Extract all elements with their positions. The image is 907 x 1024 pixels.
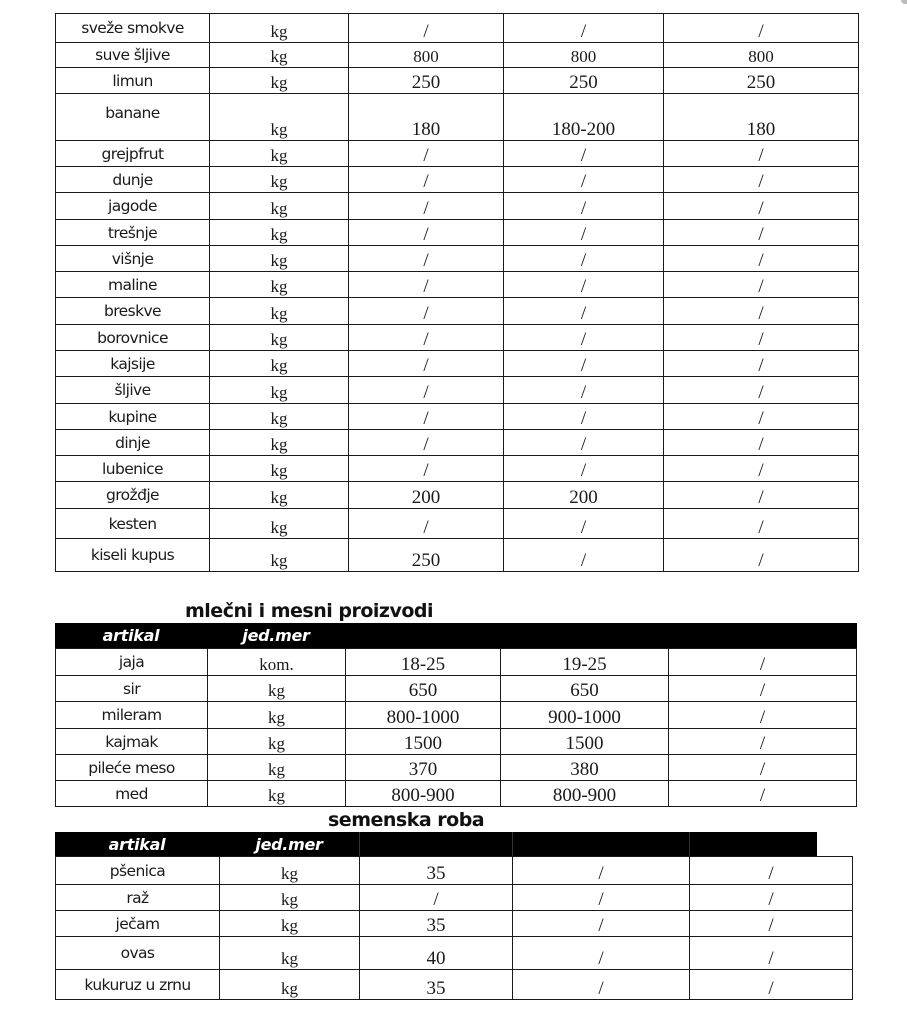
unit-cell: kg bbox=[210, 220, 349, 246]
price-cell-3: / bbox=[669, 755, 857, 781]
price-cell-1: 35 bbox=[360, 857, 513, 885]
item-name-cell: grejpfrut bbox=[56, 141, 210, 167]
price-cell-2: 200 bbox=[504, 482, 664, 509]
unit-cell: kg bbox=[208, 781, 346, 807]
price-cell-1: / bbox=[349, 298, 504, 325]
table-row bbox=[56, 404, 859, 430]
unit-cell: kg bbox=[210, 14, 349, 43]
item-name-cell: kesten bbox=[56, 509, 210, 539]
price-cell-2: / bbox=[504, 298, 664, 325]
price-cell-3: / bbox=[664, 272, 859, 298]
table-row bbox=[56, 456, 859, 482]
price-cell-2: 380 bbox=[501, 755, 669, 781]
unit-cell: kg bbox=[210, 94, 349, 141]
table-row bbox=[56, 298, 859, 325]
price-cell-2: / bbox=[504, 167, 664, 193]
header-separator bbox=[359, 832, 360, 856]
section-title-seeds: semenska roba bbox=[328, 809, 485, 831]
table-row bbox=[56, 539, 859, 572]
price-cell-2: 650 bbox=[501, 676, 669, 702]
table-row bbox=[56, 781, 857, 807]
price-cell-1: / bbox=[349, 193, 504, 220]
table-row bbox=[56, 911, 853, 937]
unit-cell: kg bbox=[208, 729, 346, 755]
table-row bbox=[56, 970, 853, 1000]
price-cell-1: 35 bbox=[360, 970, 513, 1000]
price-cell-1: 250 bbox=[349, 68, 504, 94]
item-name-cell: pileće meso bbox=[56, 755, 208, 781]
price-cell-3: / bbox=[690, 885, 853, 911]
price-cell-1: / bbox=[349, 430, 504, 456]
price-cell-3: / bbox=[664, 193, 859, 220]
item-name-cell: sveže smokve bbox=[56, 14, 210, 43]
unit-cell: kg bbox=[220, 885, 360, 911]
seed-table-header bbox=[55, 832, 817, 856]
item-name-cell: sir bbox=[56, 676, 208, 702]
table-row bbox=[56, 885, 853, 911]
price-cell-1: 200 bbox=[349, 482, 504, 509]
price-cell-3: / bbox=[690, 937, 853, 970]
price-cell-2: / bbox=[513, 857, 690, 885]
unit-cell: kg bbox=[210, 539, 349, 572]
unit-cell: kg bbox=[220, 911, 360, 937]
price-cell-1: / bbox=[349, 272, 504, 298]
item-name-cell: šljive bbox=[56, 377, 210, 404]
price-cell-1: 800 bbox=[349, 43, 504, 68]
unit-cell: kg bbox=[210, 404, 349, 430]
dairy-table-header bbox=[55, 623, 857, 648]
price-cell-3: / bbox=[664, 430, 859, 456]
price-cell-3: / bbox=[664, 14, 859, 43]
price-cell-3: / bbox=[669, 676, 857, 702]
item-name-cell: trešnje bbox=[56, 220, 210, 246]
header-separator bbox=[689, 832, 690, 856]
item-name-cell: kupine bbox=[56, 404, 210, 430]
header-artikal: artikal bbox=[108, 834, 166, 854]
price-cell-2: / bbox=[504, 539, 664, 572]
price-cell-3: / bbox=[669, 781, 857, 807]
price-cell-2: 180-200 bbox=[504, 94, 664, 141]
price-cell-2: / bbox=[504, 14, 664, 43]
table-row bbox=[56, 246, 859, 272]
item-name-cell: mileram bbox=[56, 702, 208, 729]
price-cell-1: / bbox=[349, 220, 504, 246]
price-cell-3: / bbox=[664, 482, 859, 509]
header-separator bbox=[512, 832, 513, 856]
price-cell-1: / bbox=[349, 509, 504, 539]
table-row bbox=[56, 676, 857, 702]
price-cell-3: / bbox=[669, 649, 857, 676]
price-cell-2: 800 bbox=[504, 43, 664, 68]
price-cell-1: / bbox=[349, 377, 504, 404]
price-cell-3: / bbox=[664, 220, 859, 246]
table-row bbox=[56, 430, 859, 456]
table-row bbox=[56, 167, 859, 193]
price-cell-3: / bbox=[690, 857, 853, 885]
price-cell-2: 1500 bbox=[501, 729, 669, 755]
price-cell-2: / bbox=[504, 141, 664, 167]
table-row bbox=[56, 509, 859, 539]
unit-cell: kg bbox=[210, 68, 349, 94]
price-cell-1: 250 bbox=[349, 539, 504, 572]
item-name-cell: grožđje bbox=[56, 482, 210, 509]
unit-cell: kg bbox=[210, 298, 349, 325]
header-jed-mer: jed.mer bbox=[242, 626, 310, 645]
item-name-cell: dinje bbox=[56, 430, 210, 456]
item-name-cell: kiseli kupus bbox=[56, 539, 210, 572]
price-cell-2: 19-25 bbox=[501, 649, 669, 676]
price-cell-3: / bbox=[664, 509, 859, 539]
price-cell-2: / bbox=[513, 911, 690, 937]
unit-cell: kg bbox=[220, 970, 360, 1000]
table-row bbox=[56, 14, 859, 43]
unit-cell: kg bbox=[220, 857, 360, 885]
unit-cell: kom. bbox=[208, 649, 346, 676]
unit-cell: kg bbox=[210, 377, 349, 404]
section-title-dairy: mlečni i mesni proizvodi bbox=[185, 600, 434, 622]
price-cell-3: / bbox=[664, 351, 859, 377]
price-cell-3: / bbox=[690, 911, 853, 937]
table-row bbox=[56, 141, 859, 167]
item-name-cell: maline bbox=[56, 272, 210, 298]
table-row bbox=[56, 325, 859, 351]
table-row bbox=[56, 68, 859, 94]
table-row bbox=[56, 729, 857, 755]
price-cell-3: 250 bbox=[664, 68, 859, 94]
unit-cell: kg bbox=[208, 676, 346, 702]
price-cell-3: / bbox=[690, 970, 853, 1000]
table-row bbox=[56, 702, 857, 729]
unit-cell: kg bbox=[210, 430, 349, 456]
table-row bbox=[56, 377, 859, 404]
price-cell-2: / bbox=[513, 885, 690, 911]
price-cell-2: / bbox=[504, 509, 664, 539]
price-cell-1: / bbox=[349, 351, 504, 377]
table-row bbox=[56, 94, 859, 141]
price-cell-1: 800-900 bbox=[346, 781, 501, 807]
item-name-cell: ječam bbox=[56, 911, 220, 937]
price-cell-2: / bbox=[504, 272, 664, 298]
item-name-cell: raž bbox=[56, 885, 220, 911]
table-row bbox=[56, 649, 857, 676]
unit-cell: kg bbox=[210, 141, 349, 167]
item-name-cell: višnje bbox=[56, 246, 210, 272]
price-cell-1: 180 bbox=[349, 94, 504, 141]
price-cell-2: / bbox=[504, 325, 664, 351]
price-cell-3: / bbox=[664, 539, 859, 572]
header-jed-mer: jed.mer bbox=[255, 834, 323, 854]
item-name-cell: breskve bbox=[56, 298, 210, 325]
price-cell-2: / bbox=[504, 456, 664, 482]
price-cell-3: 800 bbox=[664, 43, 859, 68]
table-row bbox=[56, 43, 859, 68]
item-name-cell: suve šljive bbox=[56, 43, 210, 68]
unit-cell: kg bbox=[208, 755, 346, 781]
price-cell-2: / bbox=[504, 377, 664, 404]
unit-cell: kg bbox=[210, 272, 349, 298]
price-cell-3: / bbox=[669, 729, 857, 755]
price-cell-1: 1500 bbox=[346, 729, 501, 755]
price-cell-1: 650 bbox=[346, 676, 501, 702]
table-row bbox=[56, 755, 857, 781]
table-row bbox=[56, 220, 859, 246]
item-name-cell: ovas bbox=[56, 937, 220, 970]
table-row bbox=[56, 193, 859, 220]
price-cell-2: / bbox=[504, 430, 664, 456]
unit-cell: kg bbox=[220, 937, 360, 970]
item-name-cell: limun bbox=[56, 68, 210, 94]
unit-cell: kg bbox=[210, 351, 349, 377]
price-cell-1: / bbox=[360, 885, 513, 911]
price-cell-3: / bbox=[664, 141, 859, 167]
unit-cell: kg bbox=[210, 509, 349, 539]
price-cell-3: / bbox=[664, 298, 859, 325]
unit-cell: kg bbox=[210, 456, 349, 482]
price-cell-2: / bbox=[504, 220, 664, 246]
table-row bbox=[56, 937, 853, 970]
item-name-cell: kukuruz u zrnu bbox=[56, 970, 220, 1000]
price-cell-2: / bbox=[504, 404, 664, 430]
unit-cell: kg bbox=[210, 325, 349, 351]
item-name-cell: pšenica bbox=[56, 857, 220, 885]
unit-cell: kg bbox=[210, 246, 349, 272]
unit-cell: kg bbox=[210, 167, 349, 193]
table-row bbox=[56, 351, 859, 377]
price-cell-1: 35 bbox=[360, 911, 513, 937]
price-cell-3: 180 bbox=[664, 94, 859, 141]
header-artikal: artikal bbox=[102, 626, 160, 645]
price-cell-2: / bbox=[513, 937, 690, 970]
price-cell-3: / bbox=[664, 456, 859, 482]
item-name-cell: lubenice bbox=[56, 456, 210, 482]
table-row bbox=[56, 272, 859, 298]
price-cell-2: / bbox=[504, 193, 664, 220]
item-name-cell: dunje bbox=[56, 167, 210, 193]
item-name-cell: jagode bbox=[56, 193, 210, 220]
price-cell-1: 18-25 bbox=[346, 649, 501, 676]
unit-cell: kg bbox=[210, 482, 349, 509]
item-name-cell: borovnice bbox=[56, 325, 210, 351]
price-cell-1: / bbox=[349, 325, 504, 351]
price-cell-2: / bbox=[504, 246, 664, 272]
price-cell-1: 370 bbox=[346, 755, 501, 781]
price-cell-3: / bbox=[664, 325, 859, 351]
price-cell-2: / bbox=[504, 351, 664, 377]
price-cell-1: 40 bbox=[360, 937, 513, 970]
price-cell-1: / bbox=[349, 167, 504, 193]
price-cell-1: / bbox=[349, 246, 504, 272]
price-cell-2: 900-1000 bbox=[501, 702, 669, 729]
price-cell-1: / bbox=[349, 404, 504, 430]
seed-price-table bbox=[55, 856, 853, 1000]
unit-cell: kg bbox=[208, 702, 346, 729]
price-cell-1: / bbox=[349, 14, 504, 43]
item-name-cell: banane bbox=[56, 94, 210, 141]
price-cell-3: / bbox=[664, 167, 859, 193]
item-name-cell: kajmak bbox=[56, 729, 208, 755]
table-row bbox=[56, 857, 853, 885]
item-name-cell: jaja bbox=[56, 649, 208, 676]
unit-cell: kg bbox=[210, 193, 349, 220]
unit-cell: kg bbox=[210, 43, 349, 68]
price-cell-3: / bbox=[664, 404, 859, 430]
price-cell-3: / bbox=[664, 377, 859, 404]
price-cell-3: / bbox=[669, 702, 857, 729]
price-cell-1: 800-1000 bbox=[346, 702, 501, 729]
price-cell-3: / bbox=[664, 246, 859, 272]
price-cell-1: / bbox=[349, 456, 504, 482]
price-cell-1: / bbox=[349, 141, 504, 167]
item-name-cell: med bbox=[56, 781, 208, 807]
item-name-cell: kajsije bbox=[56, 351, 210, 377]
table-row bbox=[56, 482, 859, 509]
page-corner-mark bbox=[901, 0, 907, 4]
price-cell-2: 800-900 bbox=[501, 781, 669, 807]
dairy-price-table bbox=[55, 648, 857, 807]
price-cell-2: / bbox=[513, 970, 690, 1000]
price-cell-2: 250 bbox=[504, 68, 664, 94]
fruit-price-table bbox=[55, 13, 859, 572]
